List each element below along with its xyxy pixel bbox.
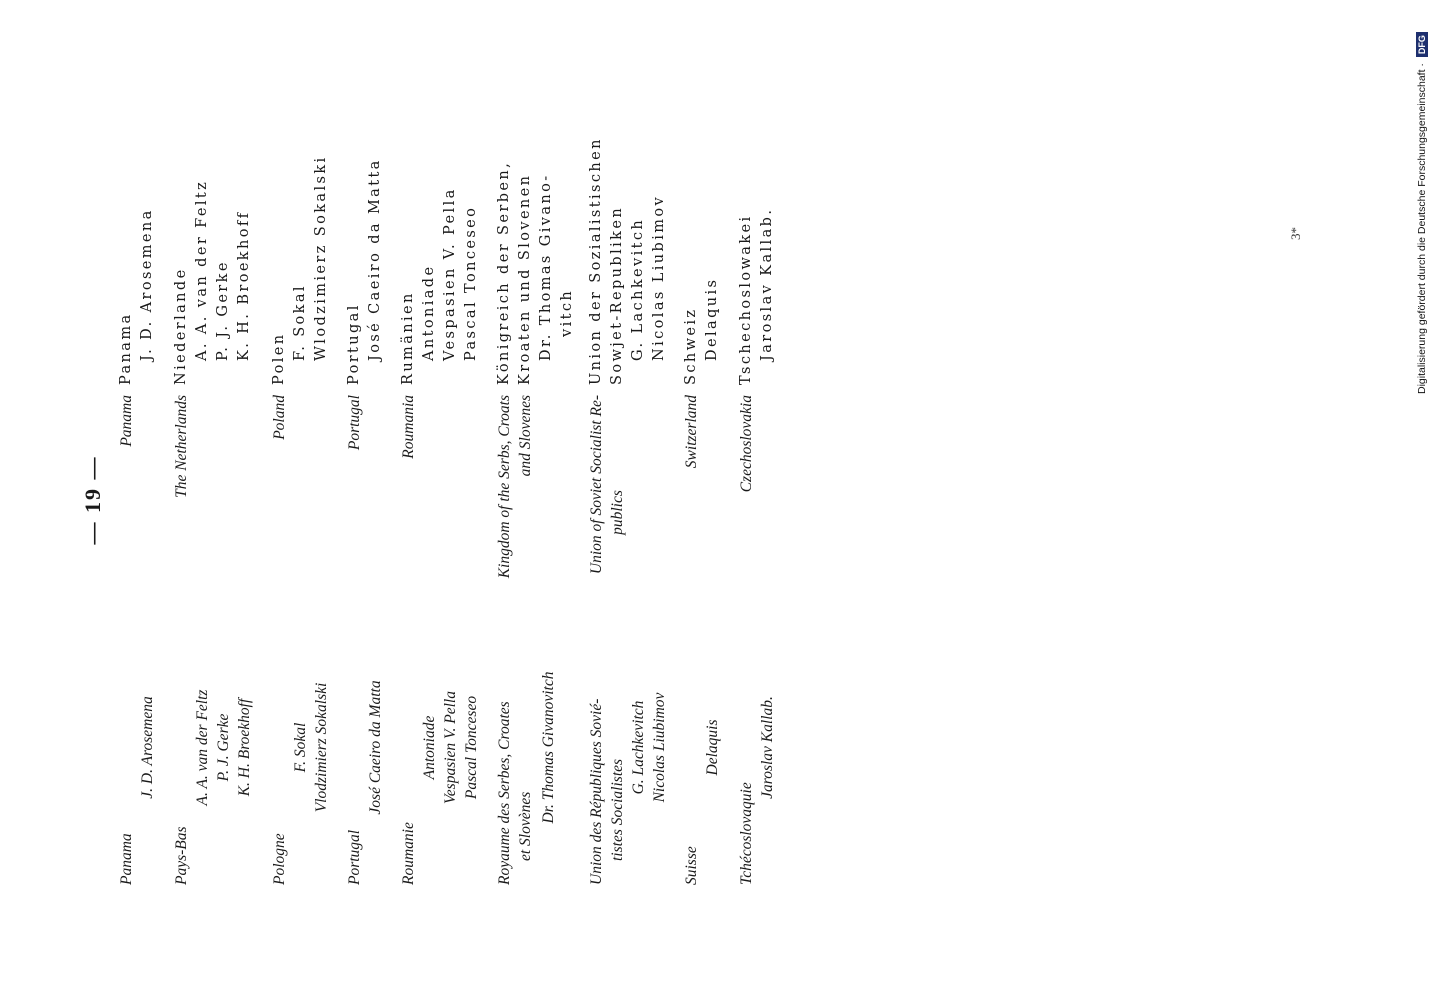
entry-netherlands xyxy=(171,650,255,885)
country-name: Tschechoslowakei xyxy=(738,214,754,385)
delegate-name: Dr. Thomas Givano- xyxy=(538,173,554,361)
country-name: Polen xyxy=(271,332,287,385)
country-name-continued: Kroaten und Slovenen xyxy=(517,173,533,385)
delegate-name: Vespasien V. Pella xyxy=(442,691,459,804)
country-name: Pays-Bas xyxy=(173,826,190,885)
country-name: Tchécoslovaquie xyxy=(738,782,755,885)
country-name: Königreich der Serben, xyxy=(496,160,512,385)
entry-serbs-croats-slovenes xyxy=(494,650,559,885)
country-name-continued: publics xyxy=(609,490,626,535)
digitization-credit-text: Digitalisierung gefördert durch die Deutsche Forschungsgemeinschaft xyxy=(1416,69,1429,394)
country-name-continued: Sowjet-Republiken xyxy=(609,205,625,385)
country-name: Royaume des Serbes, Croates xyxy=(496,701,513,885)
delegate-name: K. H. Broekhoff xyxy=(236,210,252,361)
entry-romania xyxy=(398,5,482,385)
country-name: Union der Sozialistischen xyxy=(588,137,604,385)
delegate-name: J. D. Arosemena xyxy=(139,696,156,799)
entry-poland xyxy=(269,5,332,385)
country-name: Roumanie xyxy=(400,822,417,885)
entry-panama xyxy=(116,5,158,385)
delegate-name: Jaroslav Kallab. xyxy=(759,207,775,361)
entry-romania xyxy=(398,650,482,885)
country-name: Rumänien xyxy=(400,291,416,385)
digitization-credit: Digitalisierung gefördert durch die Deutsche Forschungsgemeinschaft · DFG xyxy=(1416,6,1434,406)
country-name: Union des Républiques Sovié- xyxy=(588,698,605,885)
delegate-name: Vlodzimierz Sokalski xyxy=(313,682,330,813)
delegate-name: A. A. van der Feltz xyxy=(194,689,211,806)
dfg-logo: DFG xyxy=(1416,32,1428,57)
delegate-name: P. J. Gerke xyxy=(215,713,232,782)
entry-portugal xyxy=(344,650,386,885)
country-name: Czechoslovakia xyxy=(738,395,755,493)
delegate-name: José Caeiro da Matta xyxy=(367,158,383,361)
delegate-name: G. Lachkevitch xyxy=(630,700,647,795)
country-name: Portugal xyxy=(346,829,363,885)
entry-netherlands xyxy=(171,395,192,630)
entry-poland xyxy=(269,650,332,885)
entry-czechoslovakia xyxy=(736,5,778,385)
delegate-name: Pascal Tonceseo xyxy=(463,695,480,800)
signature-mark: 3* xyxy=(1288,227,1303,240)
entry-switzerland xyxy=(681,650,723,885)
country-name: Switzerland xyxy=(683,395,700,469)
entry-serbs-croats-slovenes xyxy=(494,5,578,385)
country-name: Panama xyxy=(118,833,135,885)
entry-poland xyxy=(269,395,290,630)
delegate-name: K. H. Broekhoff xyxy=(236,698,253,797)
delegate-name: Wlodzimierz Sokalski xyxy=(313,155,329,361)
delegate-name: G. Lachkevitch xyxy=(630,217,646,361)
delegate-name: Nicolas Liubimov xyxy=(651,194,667,361)
country-name: Pologne xyxy=(271,833,288,885)
delegate-name: P. J. Gerke xyxy=(215,260,231,361)
delegate-name: Pascal Tonceseo xyxy=(463,205,479,361)
entry-panama xyxy=(116,650,158,885)
entry-soviet-union xyxy=(586,395,628,630)
country-name: Roumania xyxy=(400,395,417,459)
entry-serbs-croats-slovenes xyxy=(494,395,536,630)
delegate-name: Delaquis xyxy=(704,277,720,361)
country-name: Panama xyxy=(118,312,134,385)
country-name: Suisse xyxy=(683,846,700,885)
delegate-name: Antoniade xyxy=(421,264,437,361)
country-name: Portugal xyxy=(346,303,362,385)
entry-portugal xyxy=(344,5,386,385)
country-name: Niederlande xyxy=(173,267,189,385)
entry-netherlands xyxy=(171,5,255,385)
delegate-name: A. A. van der Feltz xyxy=(194,179,210,361)
page-number: — 19 — xyxy=(80,455,105,545)
delegate-name: José Caeiro da Matta xyxy=(367,680,384,815)
entry-panama xyxy=(116,395,137,630)
country-name: Poland xyxy=(271,395,288,440)
delegate-name-continued: vitch xyxy=(559,288,575,337)
country-name-continued: tistes Socialistes xyxy=(609,758,626,861)
entry-switzerland xyxy=(681,395,702,630)
entry-czechoslovakia xyxy=(736,650,778,885)
country-name-continued: and Slovenes xyxy=(517,395,534,477)
delegate-name: F. Sokal xyxy=(292,722,309,773)
entry-soviet-union xyxy=(586,5,670,385)
delegate-name: Antoniade xyxy=(421,715,438,780)
country-name: Kingdom of the Serbs, Croats xyxy=(496,395,513,579)
delegate-name: Vespasien V. Pella xyxy=(442,187,458,361)
delegate-name: J. D. Arosemena xyxy=(139,208,155,361)
delegate-name: Jaroslav Kallab. xyxy=(759,696,776,799)
entry-switzerland xyxy=(681,5,723,385)
delegate-name: Dr. Thomas Givanovitch xyxy=(540,671,557,824)
entry-portugal xyxy=(344,395,365,630)
delegate-name: Nicolas Liubimov xyxy=(651,692,668,803)
entry-czechoslovakia xyxy=(736,395,757,630)
entry-soviet-union xyxy=(586,650,670,885)
country-name: Panama xyxy=(118,395,135,447)
country-name: Union of Soviet Socialist Re- xyxy=(588,395,605,575)
country-name-continued: et Slovènes xyxy=(517,791,534,861)
country-name: Portugal xyxy=(346,395,363,451)
country-name: Schweiz xyxy=(683,307,699,385)
delegate-name: F. Sokal xyxy=(292,284,308,361)
country-name: The Netherlands xyxy=(173,395,190,498)
delegate-name: Delaquis xyxy=(704,719,721,776)
entry-romania xyxy=(398,395,419,630)
